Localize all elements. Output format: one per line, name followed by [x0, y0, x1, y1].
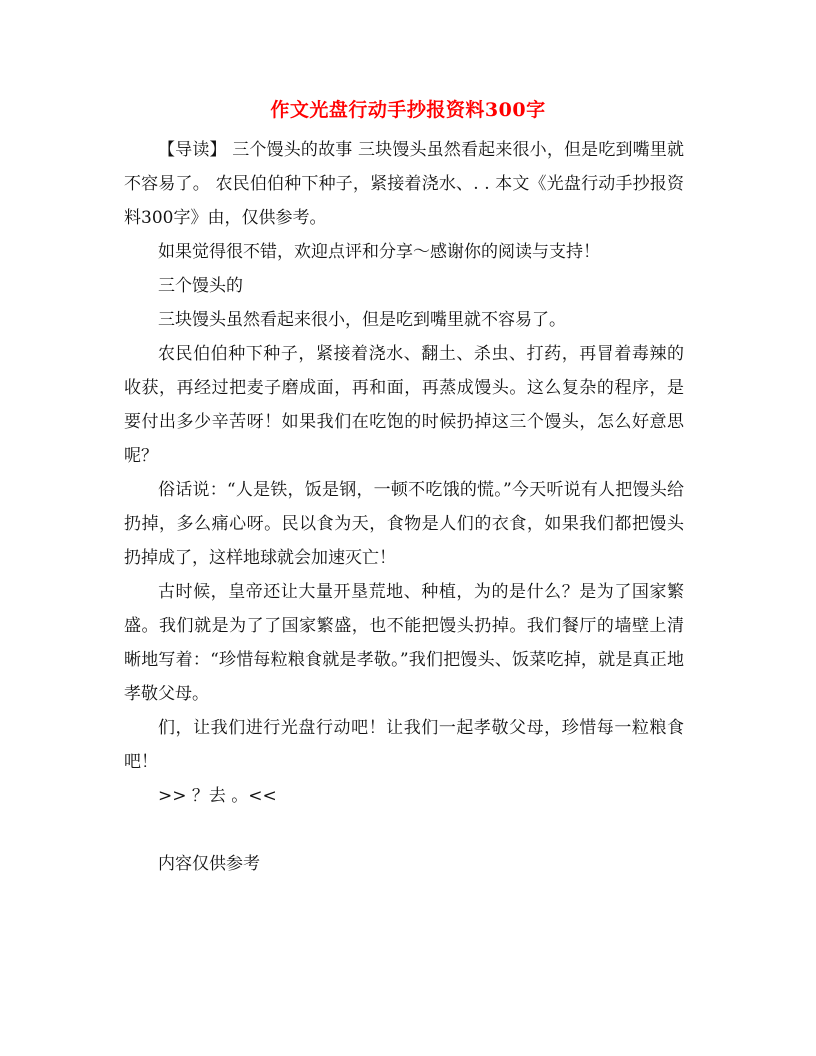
paragraph-5: 们，让我们进行光盘行动吧！让我们一起孝敬父母，珍惜每一粒粮食吧！ [124, 718, 684, 772]
paragraph-nav: >> ？去 。<< [158, 786, 277, 806]
paragraph-intro: 【导读】 三个馒头的故事 三块馒头虽然看起来很小，但是吃到嘴里就不容易了。 农民伯伯种下种子，紧接着浇水、. . 本文《光盘行动手抄报资料300字》由，仅供参考。 [124, 140, 684, 228]
paragraph-4: 古时候，皇帝还让大量开垦荒地、种植，为的是什么？是为了国家繁盛。我们就是为了了国家繁盛，也不能把馒头扔掉。我们餐厅的墙壁上清晰地写着：“珍惜每粒粮食就是孝敬。”我们把馒头、饭菜吃掉，就是真正地孝敬父母。 [124, 582, 684, 704]
document-body [124, 133, 684, 881]
footer-note: 内容仅供参考 [158, 854, 260, 874]
paragraph-3: 俗话说：“人是铁，饭是钢，一顿不吃饿的慌。”今天听说有人把馒头给扔掉，多么痛心呀。民以食为天，食物是人们的衣食，如果我们都把馒头扔掉成了，这样地球就会加速灭亡！ [124, 480, 684, 568]
paragraph-2: 农民伯伯种下种子，紧接着浇水、翻土、杀虫、打药，再冒着毒辣的收获，再经过把麦子磨成面，再和面，再蒸成馒头。这么复杂的程序，是要付出多少辛苦呀！如果我们在吃饱的时候扔掉这三个馒头，怎么好意思呢？ [124, 344, 684, 466]
document-title: 作文光盘行动手抄报资料300字 [270, 99, 546, 121]
paragraph-1: 三块馒头虽然看起来很小，但是吃到嘴里就不容易了。 [158, 310, 566, 330]
paragraph-feedback: 如果觉得很不错，欢迎点评和分享～感谢你的阅读与支持！ [158, 242, 600, 262]
paragraph-heading: 三个馒头的 [158, 276, 243, 296]
spacer [124, 813, 684, 847]
